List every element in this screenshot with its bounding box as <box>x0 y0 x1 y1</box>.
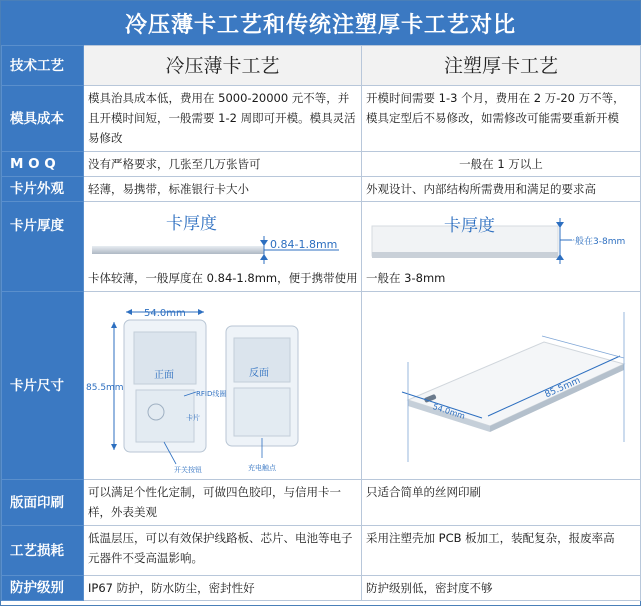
card-pcb <box>234 388 290 436</box>
thin-card-edge <box>92 246 264 254</box>
thick-card-edge <box>372 252 558 258</box>
thickness-title: 卡厚度 <box>444 216 495 236</box>
header-cold-press: 冷压薄卡工艺 <box>84 46 362 86</box>
cell-injection: 只适合简单的丝网印刷 <box>362 480 641 526</box>
arrow-left-icon <box>126 309 132 315</box>
cell-cold-press <box>84 292 362 480</box>
arrow-down-icon <box>111 444 117 450</box>
cell-injection <box>362 202 641 292</box>
comparison-table <box>1 45 641 601</box>
row-label: 卡片尺寸 <box>2 292 84 480</box>
arrow-up-icon <box>111 322 117 328</box>
header-row <box>2 46 641 86</box>
card-label: 卡片 <box>186 414 200 422</box>
row-protect <box>2 576 641 601</box>
cell-injection <box>362 292 641 480</box>
cell-cold-press <box>84 202 362 292</box>
box-length-dim: 85.5mm <box>543 375 582 401</box>
cell-injection: 采用注塑壳加 PCB 板加工，装配复杂，报废率高 <box>362 526 641 576</box>
charge-label: 充电触点 <box>248 464 276 472</box>
row-moq <box>2 152 641 177</box>
row-label: 防护级别 <box>2 576 84 601</box>
arrow-down-icon <box>260 240 268 246</box>
cell-injection: 开模时间需要 1-3 个月，费用在 2 万-20 万不等，模具定型后不易修改，如需修改可能需要重新开模 <box>362 86 641 152</box>
cell-cold-press: IP67 防护，防水防尘，密封性好 <box>84 576 362 601</box>
arrow-right-icon <box>198 309 204 315</box>
row-label: 模具成本 <box>2 86 84 152</box>
back-label: 反面 <box>249 368 269 379</box>
header-injection: 注塑厚卡工艺 <box>362 46 641 86</box>
rfid-label: RFID线圈 <box>196 390 227 398</box>
cell-injection: 防护级别低，密封度不够 <box>362 576 641 601</box>
cell-injection: 一般在 1 万以上 <box>362 152 641 177</box>
width-dim: 54.0mm <box>144 308 186 319</box>
front-label: 正面 <box>154 370 174 381</box>
cell-cold-press: 轻薄，易携带，标准银行卡大小 <box>84 177 362 202</box>
thickness-dim: 一般在3-8mm <box>566 237 626 247</box>
cell-cold-press: 低温层压，可以有效保护线路板、芯片、电池等电子元器件不受高温影响。 <box>84 526 362 576</box>
row-look <box>2 177 641 202</box>
row-mold <box>2 86 641 152</box>
row-thickness <box>2 202 641 292</box>
cell-injection: 外观设计、内部结构所需费用和满足的要求高 <box>362 177 641 202</box>
arrow-up-icon <box>260 254 268 260</box>
cell-caption: 卡体较薄，一般厚度在 0.84-1.8mm，便于携带使用 <box>88 271 358 285</box>
cell-cold-press: 没有严格要求，几张至几万张皆可 <box>84 152 362 177</box>
row-label: 工艺损耗 <box>2 526 84 576</box>
thickness-title: 卡厚度 <box>166 214 217 234</box>
thick-card-3d-illustration <box>362 292 640 478</box>
box-width-dim: 54.0mm <box>431 402 467 421</box>
row-label: M O Q <box>2 152 84 177</box>
row-label: 版面印刷 <box>2 480 84 526</box>
row-damage <box>2 526 641 576</box>
cell-cold-press: 可以满足个性化定制，可做四色胶印，与信用卡一样，外表美观 <box>84 480 362 526</box>
height-dim: 85.5mm <box>86 383 124 393</box>
switch-label: 开关按钮 <box>174 466 202 474</box>
cell-caption: 一般在 3-8mm <box>366 271 446 285</box>
thickness-dim: 0.84-1.8mm <box>270 238 338 251</box>
row-print <box>2 480 641 526</box>
header-label: 技术工艺 <box>2 46 84 86</box>
cell-cold-press: 模具治具成本低，费用在 5000-20000 元不等，并且开模时间短，一般需要 1-2 周即可开模。模具灵活易修改 <box>84 86 362 152</box>
row-label: 卡片外观 <box>2 177 84 202</box>
page-title: 冷压薄卡工艺和传统注塑厚卡工艺对比 <box>1 1 640 45</box>
row-label: 卡片厚度 <box>2 202 84 292</box>
row-size <box>2 292 641 480</box>
